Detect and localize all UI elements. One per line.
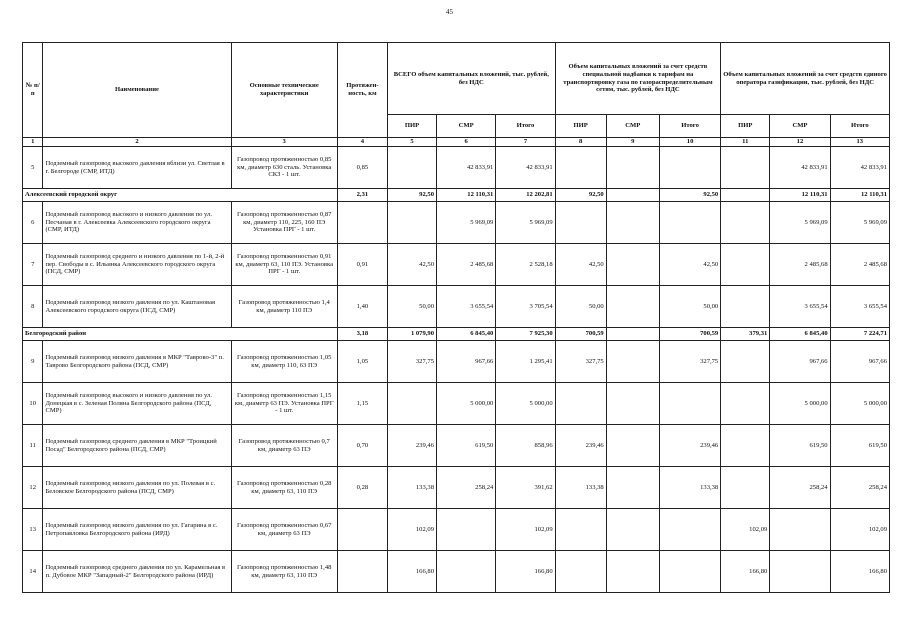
table-row [23, 383, 890, 425]
operator-pir [721, 383, 770, 425]
special-pir [555, 551, 606, 593]
total-pir: 239,46 [387, 425, 436, 467]
section-row [23, 189, 890, 202]
operator-sum: 102,09 [830, 509, 889, 551]
table-row [23, 341, 890, 383]
special-sum [659, 509, 720, 551]
subheader-total: Итого [659, 115, 720, 138]
object-name: Подземный газопровод среднего и низкого давления по 1-й, 2-й пер. Свободы в с. Ильинка Алексеевского городского округа (ПСД, СМР) [43, 244, 231, 286]
page-number: 45 [446, 8, 453, 16]
total-sum: 166,80 [496, 551, 555, 593]
object-name: Подземный газопровод низкого давления по ул. Каштановая Алексеевского городского округа (ПСД, СМР) [43, 286, 231, 328]
special-smr [606, 244, 659, 286]
total-pir [387, 147, 436, 189]
technical-specs: Газопровод протяженностью 0,7 км, диаметр 63 ПЭ [231, 425, 337, 467]
special-smr [606, 383, 659, 425]
row-number: 13 [23, 509, 43, 551]
operator-pir: 166,80 [721, 551, 770, 593]
length-km [337, 202, 387, 244]
special-sum: 700,59 [659, 328, 720, 341]
subheader-pir: ПИР [387, 115, 436, 138]
column-number: 8 [555, 138, 606, 147]
operator-smr: 5 969,09 [770, 202, 830, 244]
total-smr: 258,24 [437, 467, 496, 509]
investment-table [22, 42, 890, 593]
total-sum: 42 833,91 [496, 147, 555, 189]
operator-sum: 967,66 [830, 341, 889, 383]
technical-specs: Газопровод протяженностью 1,4 км, диаметр 110 ПЭ [231, 286, 337, 328]
length-km: 0,91 [337, 244, 387, 286]
subheader-smr: СМР [437, 115, 496, 138]
operator-sum: 42 833,91 [830, 147, 889, 189]
special-smr [606, 189, 659, 202]
technical-specs: Газопровод протяженностью 0,87 км, диаметр 110, 225, 160 ПЭ Установка ПРГ - 1 шт. [231, 202, 337, 244]
special-sum [659, 383, 720, 425]
special-pir: 50,00 [555, 286, 606, 328]
operator-pir [721, 467, 770, 509]
total-smr: 3 655,54 [437, 286, 496, 328]
special-sum [659, 551, 720, 593]
operator-smr: 2 485,68 [770, 244, 830, 286]
total-pir: 102,09 [387, 509, 436, 551]
special-sum: 133,38 [659, 467, 720, 509]
operator-pir [721, 341, 770, 383]
total-smr: 5 969,09 [437, 202, 496, 244]
total-pir: 327,75 [387, 341, 436, 383]
row-number: 5 [23, 147, 43, 189]
header-num: № п/п [23, 43, 43, 138]
column-number: 13 [830, 138, 889, 147]
operator-pir: 102,09 [721, 509, 770, 551]
table-row [23, 551, 890, 593]
table-row [23, 509, 890, 551]
table-row [23, 425, 890, 467]
subheader-smr: СМР [770, 115, 830, 138]
subheader-pir: ПИР [555, 115, 606, 138]
row-number: 10 [23, 383, 43, 425]
operator-sum: 5 969,09 [830, 202, 889, 244]
total-pir: 166,80 [387, 551, 436, 593]
operator-sum: 619,50 [830, 425, 889, 467]
special-smr [606, 341, 659, 383]
row-number: 6 [23, 202, 43, 244]
total-sum: 5 969,09 [496, 202, 555, 244]
object-name: Подземный газопровод высокого давления вблизи ул. Светлая в г. Белгороде (СМР, ИТД) [43, 147, 231, 189]
operator-sum: 258,24 [830, 467, 889, 509]
operator-pir [721, 147, 770, 189]
table-row [23, 286, 890, 328]
operator-sum: 2 485,68 [830, 244, 889, 286]
operator-smr: 3 655,54 [770, 286, 830, 328]
technical-specs: Газопровод протяженностью 0,67 км, диаметр 63 ПЭ [231, 509, 337, 551]
column-number: 9 [606, 138, 659, 147]
technical-specs: Газопровод протяженностью 0,28 км, диаметр 63, 110 ПЭ [231, 467, 337, 509]
operator-smr: 619,50 [770, 425, 830, 467]
table-row [23, 244, 890, 286]
special-smr [606, 147, 659, 189]
column-number: 5 [387, 138, 436, 147]
operator-smr: 6 845,40 [770, 328, 830, 341]
total-smr: 5 000,00 [437, 383, 496, 425]
total-pir: 42,50 [387, 244, 436, 286]
header-name: Наименование [43, 43, 231, 138]
operator-pir [721, 244, 770, 286]
column-number: 1 [23, 138, 43, 147]
operator-sum: 7 224,71 [830, 328, 889, 341]
special-pir: 42,50 [555, 244, 606, 286]
operator-sum: 5 000,00 [830, 383, 889, 425]
special-pir [555, 147, 606, 189]
total-smr [437, 551, 496, 593]
operator-pir [721, 425, 770, 467]
row-number: 8 [23, 286, 43, 328]
operator-smr [770, 509, 830, 551]
operator-sum: 12 110,31 [830, 189, 889, 202]
operator-smr: 258,24 [770, 467, 830, 509]
subheader-total: Итого [496, 115, 555, 138]
object-name: Подземный газопровод высокого и низкого давления по ул. Донецкая в с. Зеленая Поляна Белгородского района (ПСД, СМР) [43, 383, 231, 425]
operator-pir: 379,31 [721, 328, 770, 341]
special-pir: 133,38 [555, 467, 606, 509]
total-sum: 3 705,54 [496, 286, 555, 328]
special-smr [606, 328, 659, 341]
row-number: 11 [23, 425, 43, 467]
technical-specs: Газопровод протяженностью 0,91 км, диаметр 63, 110 ПЭ. Установка ПРГ - 1 шт. [231, 244, 337, 286]
row-number: 14 [23, 551, 43, 593]
object-name: Подземный газопровод среднего давления в МКР "Троицкий Посад" Белгородского района (ПСД, СМР) [43, 425, 231, 467]
table-body [23, 147, 890, 593]
total-smr: 619,50 [437, 425, 496, 467]
operator-smr [770, 551, 830, 593]
total-smr: 6 845,40 [437, 328, 496, 341]
length-km: 0,28 [337, 467, 387, 509]
total-pir: 92,50 [387, 189, 436, 202]
row-number: 7 [23, 244, 43, 286]
total-sum: 7 925,30 [496, 328, 555, 341]
object-name: Подземный газопровод низкого давления в МКР "Таврово-3" п. Таврово Белгородского района (ПСД, СМР) [43, 341, 231, 383]
total-pir: 1 079,90 [387, 328, 436, 341]
technical-specs: Газопровод протяженностью 1,05 км, диаметр 110, 63 ПЭ [231, 341, 337, 383]
operator-sum: 166,80 [830, 551, 889, 593]
header-operator-group: Объем капитальных вложений за счет средств единого оператора газификации, тыс. рублей, без НДС [721, 43, 890, 115]
operator-sum: 3 655,54 [830, 286, 889, 328]
total-pir: 133,38 [387, 467, 436, 509]
section-row [23, 328, 890, 341]
special-pir: 239,46 [555, 425, 606, 467]
special-pir [555, 202, 606, 244]
total-pir [387, 202, 436, 244]
object-name: Подземный газопровод среднего давления по ул. Карамельная в п. Дубовое МКР "Западный-2" Белгородского района (ИРД) [43, 551, 231, 593]
length-km: 2,31 [337, 189, 387, 202]
special-sum: 327,75 [659, 341, 720, 383]
special-smr [606, 551, 659, 593]
row-number: 9 [23, 341, 43, 383]
special-pir [555, 383, 606, 425]
total-smr: 42 833,91 [437, 147, 496, 189]
length-km [337, 509, 387, 551]
special-sum: 92,50 [659, 189, 720, 202]
special-smr [606, 509, 659, 551]
special-sum [659, 202, 720, 244]
total-pir: 50,00 [387, 286, 436, 328]
total-smr: 967,66 [437, 341, 496, 383]
header-total-group: ВСЕГО объем капитальных вложений, тыс. рублей, без НДС [387, 43, 555, 115]
column-number-row [23, 138, 890, 147]
special-smr [606, 425, 659, 467]
column-number: 10 [659, 138, 720, 147]
section-title: Белгородский район [23, 328, 338, 341]
header-special-group: Объем капитальных вложений за счет средств специальной надбавки к тарифам на транспортировку газа по газораспределительным сетям, тыс. рублей, без НДС [555, 43, 721, 115]
column-number: 4 [337, 138, 387, 147]
table-row [23, 467, 890, 509]
special-smr [606, 202, 659, 244]
table-row [23, 202, 890, 244]
special-pir [555, 509, 606, 551]
operator-smr: 5 000,00 [770, 383, 830, 425]
total-pir [387, 383, 436, 425]
length-km [337, 551, 387, 593]
special-sum: 239,46 [659, 425, 720, 467]
total-sum: 12 202,81 [496, 189, 555, 202]
operator-pir [721, 286, 770, 328]
object-name: Подземный газопровод низкого давления по ул. Полевая в с. Беловское Белгородского района (ПСД, СМР) [43, 467, 231, 509]
table-row [23, 147, 890, 189]
special-smr [606, 467, 659, 509]
total-sum: 858,96 [496, 425, 555, 467]
total-sum: 391,62 [496, 467, 555, 509]
length-km: 0,70 [337, 425, 387, 467]
length-km: 0,85 [337, 147, 387, 189]
object-name: Подземный газопровод высокого и низкого давления по ул. Песчаная в г. Алексеевка Алексеевского городского округа (СМР, ИТД) [43, 202, 231, 244]
operator-pir [721, 189, 770, 202]
column-number: 6 [437, 138, 496, 147]
special-pir: 700,59 [555, 328, 606, 341]
technical-specs: Газопровод протяженностью 1,48 км, диаметр 63, 110 ПЭ [231, 551, 337, 593]
special-sum [659, 147, 720, 189]
total-sum: 2 528,18 [496, 244, 555, 286]
special-sum: 42,50 [659, 244, 720, 286]
column-number: 7 [496, 138, 555, 147]
column-number: 2 [43, 138, 231, 147]
object-name: Подземный газопровод низкого давления по ул. Гагарина в с. Петропавловка Белгородского района (ИРД) [43, 509, 231, 551]
header-length: Протяжен-ность, км [337, 43, 387, 138]
subheader-total: Итого [830, 115, 889, 138]
column-number: 3 [231, 138, 337, 147]
special-pir: 92,50 [555, 189, 606, 202]
total-sum: 5 000,00 [496, 383, 555, 425]
technical-specs: Газопровод протяженностью 1,15 км, диаметр 63 ПЭ. Установка ПРГ - 1 шт. [231, 383, 337, 425]
length-km: 1,05 [337, 341, 387, 383]
operator-smr: 967,66 [770, 341, 830, 383]
total-sum: 1 295,41 [496, 341, 555, 383]
subheader-smr: СМР [606, 115, 659, 138]
header-tech: Основные технические характеристики [231, 43, 337, 138]
length-km: 3,18 [337, 328, 387, 341]
column-number: 12 [770, 138, 830, 147]
special-pir: 327,75 [555, 341, 606, 383]
operator-smr: 12 110,31 [770, 189, 830, 202]
length-km: 1,40 [337, 286, 387, 328]
technical-specs: Газопровод протяженностью 0,85 км, диаметр 630 сталь. Установка СКЗ - 1 шт. [231, 147, 337, 189]
special-sum: 50,00 [659, 286, 720, 328]
total-smr: 12 110,31 [437, 189, 496, 202]
section-title: Алексеевский городской округ [23, 189, 338, 202]
column-number: 11 [721, 138, 770, 147]
special-smr [606, 286, 659, 328]
subheader-pir: ПИР [721, 115, 770, 138]
operator-smr: 42 833,91 [770, 147, 830, 189]
row-number: 12 [23, 467, 43, 509]
total-smr: 2 485,68 [437, 244, 496, 286]
length-km: 1,15 [337, 383, 387, 425]
total-sum: 102,09 [496, 509, 555, 551]
operator-pir [721, 202, 770, 244]
total-smr [437, 509, 496, 551]
